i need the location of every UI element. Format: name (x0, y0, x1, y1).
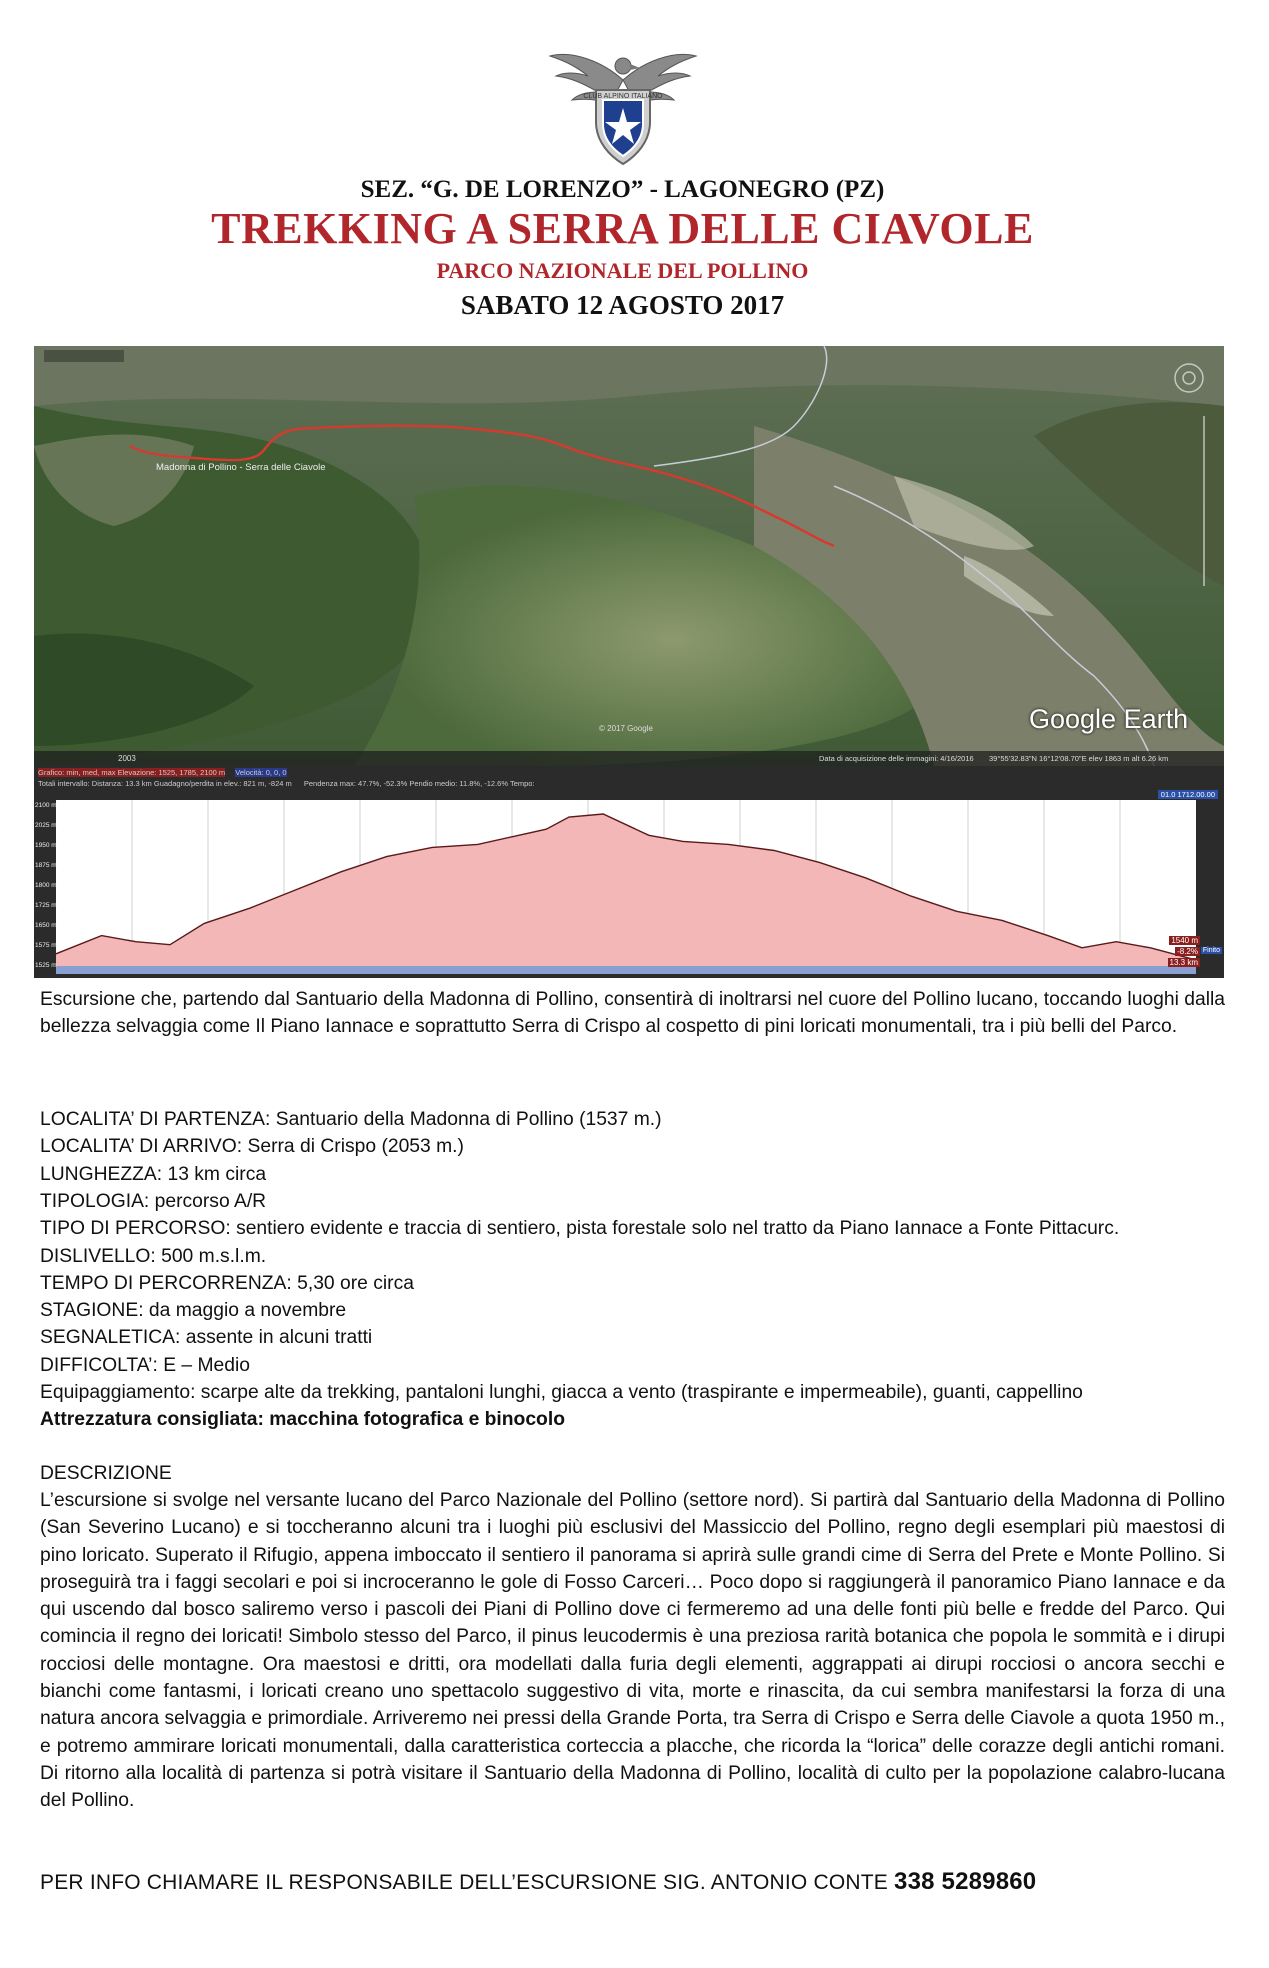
logo-text: CLUB ALPINO ITALIANO (583, 93, 663, 100)
description-heading: DESCRIZIONE (40, 1463, 172, 1484)
spec-value: 500 m.s.l.m. (161, 1245, 267, 1267)
intro-paragraph: Escursione che, partendo dal Santuario della Madonna di Pollino, consentirà di inoltrarsi nel cuore del Pollino lucano, toccando luoghi dalla bellezza selvaggia come Il Piano Iannace e soprattutto Serra di Crispo al cospetto di pini loricati monumentali, tra i più belli del Parco. (40, 989, 1225, 1038)
spec-row (40, 1215, 1119, 1242)
spec-label: LOCALITA’ DI ARRIVO: (40, 1136, 248, 1158)
spec-row (40, 1324, 372, 1351)
profile-end-tag: Finito (1202, 947, 1220, 954)
profile-end-grade: -8.2% (1177, 947, 1198, 956)
satellite-map (34, 346, 1224, 766)
page-title: TREKKING A SERRA DELLE CIAVOLE (211, 204, 1034, 253)
map-terrain (34, 346, 1224, 766)
spec-row (40, 1106, 662, 1133)
profile-stats-2: Totali intervallo: Distanza: 13.3 km Guadagno/perdita in elev.: 821 m, -824 m (38, 779, 292, 788)
spec-row (40, 1188, 266, 1215)
spec-label: LUNGHEZZA: (40, 1163, 168, 1185)
spec-row (40, 1297, 346, 1324)
spec-row (40, 1352, 250, 1379)
profile-chart (34, 766, 1224, 978)
map-acquisition: Data di acquisizione delle immagini: 4/16/2016 (819, 754, 974, 763)
profile-stats-3: Pendenza max: 47.7%, -52.3% Pendio medio: 11.8%, -12.6% Tempo: (303, 779, 535, 788)
profile-y-tick: 1575 m (35, 942, 57, 949)
spec-label: TEMPO DI PERCORRENZA: (40, 1272, 298, 1294)
spec-row (40, 1270, 414, 1297)
spec-label: Equipaggiamento: (40, 1382, 201, 1403)
spec-value: E – Medio (163, 1354, 251, 1376)
profile-y-tick: 1875 m (35, 862, 57, 869)
profile-y-tick: 1950 m (35, 842, 57, 849)
description-text: L’escursione si svolge nel versante lucano del Parco Nazionale del Pollino (settore nord). Si partirà dal Santuario della Madonna di Pollino (San Severino Lucano) e si toccheranno alcuni tra i luoghi più esclusivi del Massiccio del Pollino, regno degli esemplari più maestosi di pino loricato. Superato il Rifugio, appena imboccato il sentiero il panorama si aprirà sulle grandi cime di Serra del Prete e Monte Pollino. Si proseguirà tra i faggi secolari e poi si incroceranno le gole di Fosso Carceri… Poco dopo si raggiungerà il panoramico Piano Iannace e da qui uscendo dal bosco saliremo verso i pascoli dei Piani di Pollino dove ci fermeremo ad una delle fonti più belle e fredde del Parco. Qui comincia il regno dei loricati! Simbolo stesso del Parco, il pinus leucodermis è una preziosa rarità botanica che popola le sommità e i dirupi rocciosi delle montagne. Ora maestosi e dritti, ora modellati dalla furia degli elementi, aggrappati ai dirupi rocciosi o ancora secchi e bianchi come fantasmi, i loricati creano uno spettacolo suggestivo di vita, morte e rinascita, da cui sembra manifestarsi la forza di una natura ancora selvaggia e primordiale. Arriveremo nei pressi della Grande Porta, tra Serra di Crispo e Serra delle Ciavole a quota 1950 m., e potremo ammirare loricati monumentali, dalla caratteristica corteccia a placche, che ricorda la “lorica” delle corazze degli antichi romani. Di ritorno alla località di partenza si potrà visitare il Santuario della Madonna di Pollino, località di culto per la popolazione calabro-lucana del Pollino. (40, 1490, 1225, 1812)
profile-speed: Velocità: 0, 0, 0 (235, 768, 287, 777)
spec-label: STAGIONE: (40, 1300, 149, 1322)
spec-label: TIPOLOGIA: (40, 1190, 155, 1212)
spec-value: sentiero evidente e traccia di sentiero, pista forestale solo nel tratto da Piano Iannace a Fonte Pittacurc. (236, 1218, 1120, 1240)
spec-value: Santuario della Madonna di Pollino (1537 m.) (275, 1109, 662, 1130)
spec-value: assente in alcuni tratti (185, 1327, 373, 1349)
spec-row (40, 1243, 266, 1270)
spec-value: Serra di Crispo (2053 m.) (247, 1136, 464, 1158)
spec-label: DIFFICOLTA’: (40, 1354, 164, 1376)
elevation-profile (34, 766, 1224, 978)
spec-label: SEGNALETICA: (40, 1327, 186, 1349)
event-date: SABATO 12 AGOSTO 2017 (460, 290, 785, 320)
spec-label: DISLIVELLO: (40, 1245, 162, 1267)
map-copyright: © 2017 Google (599, 724, 653, 733)
profile-stats-1: Grafico: min, med, max Elevazione: 1525, 1785, 2100 m (38, 768, 226, 777)
spec-value: da maggio a novembre (148, 1300, 347, 1322)
cai-logo (548, 42, 698, 170)
profile-end-dist: 13.3 km (1169, 958, 1198, 967)
map-coords: 39°55'32.83"N 16°12'08.70"E elev 1863 m alt 6.26 km (989, 754, 1169, 763)
profile-y-tick: 2025 m (35, 822, 57, 829)
spec-label: TIPO DI PERCORSO: (40, 1218, 237, 1240)
spec-value: 13 km circa (167, 1163, 267, 1185)
spec-value: percorso A/R (154, 1190, 267, 1212)
spec-row (40, 1379, 1083, 1406)
map-track-label: Madonna di Pollino - Serra delle Ciavole (156, 462, 326, 473)
profile-y-tick: 2100 m (35, 802, 57, 809)
footer-phone: 338 5289860 (894, 1868, 1037, 1895)
profile-y-tick: 1650 m (35, 922, 57, 929)
spec-value: scarpe alte da trekking, pantaloni lunghi, giacca a vento (traspirante e impermeabile), guanti, cappellino (200, 1382, 1083, 1403)
footer-contact (40, 1868, 1036, 1896)
profile-y-tick: 1800 m (35, 882, 57, 889)
spec-value: 5,30 ore circa (297, 1272, 414, 1294)
footer-text: PER INFO CHIAMARE IL RESPONSABILE DELL’ESCURSIONE SIG. ANTONIO CONTE (40, 1871, 888, 1894)
profile-end-elev: 1540 m (1171, 936, 1198, 945)
gear-note: Attrezzatura consigliata: macchina fotografica e binocolo (40, 1409, 565, 1430)
profile-y-tick: 1525 m (35, 962, 57, 969)
spec-label: LOCALITA’ DI PARTENZA: (40, 1109, 276, 1130)
spec-row (40, 1161, 266, 1188)
spec-row (40, 1133, 464, 1160)
section-name: SEZ. “G. DE LORENZO” - LAGONEGRO (PZ) (360, 176, 885, 203)
google-earth-brand: Google Earth (1029, 704, 1189, 734)
map-year: 2003 (118, 754, 136, 763)
profile-y-tick: 1725 m (35, 902, 57, 909)
profile-cursor-label: 01.0 1712.00.00 (1158, 790, 1218, 799)
park-name: PARCO NAZIONALE DEL POLLINO (436, 258, 809, 283)
